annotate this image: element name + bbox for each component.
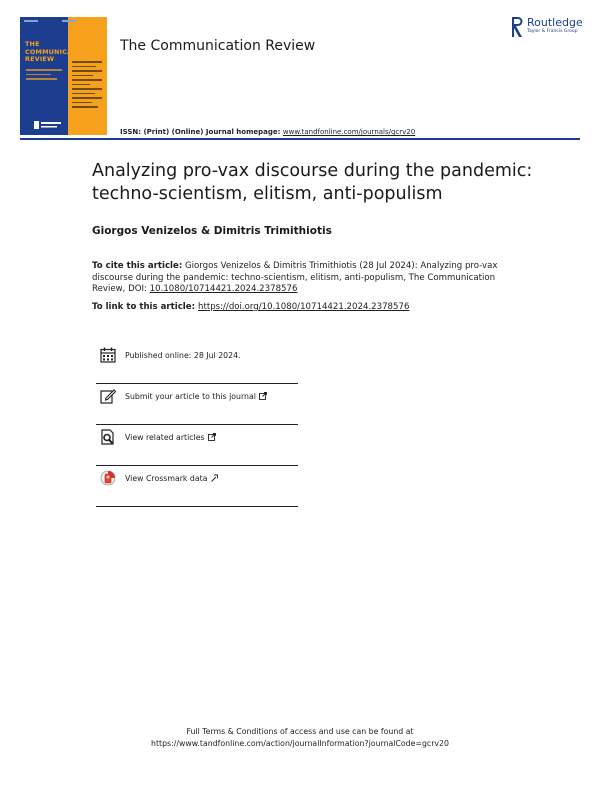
- related-articles-label: View related articles: [125, 433, 205, 442]
- article-doi-url[interactable]: https://doi.org/10.1080/10714421.2024.2378576: [198, 302, 410, 312]
- submit-article-label: Submit your article to this journal: [125, 392, 256, 401]
- related-articles-icon: [100, 429, 116, 445]
- published-online-row: [96, 342, 298, 384]
- cover-text-lines: [26, 69, 62, 83]
- external-link-icon: [211, 474, 219, 482]
- footer-terms-text: Full Terms & Conditions of access and use can be found at: [186, 727, 414, 736]
- routledge-r-icon: [511, 16, 524, 38]
- journal-title: The Communication Review: [120, 38, 316, 54]
- submit-article-link[interactable]: [125, 392, 267, 401]
- crossmark-icon: [100, 470, 116, 486]
- cover-contents-lines: [72, 61, 102, 111]
- citation-block: [92, 261, 512, 296]
- article-link-line: [92, 302, 409, 312]
- journal-cover: [20, 17, 107, 135]
- external-link-icon: [259, 392, 267, 400]
- article-title: Analyzing pro-vax discourse during the pandemic: techno-scientism, elitism, anti-populism: [92, 161, 533, 204]
- crossmark-label: View Crossmark data: [125, 474, 208, 483]
- published-online-text: Published online: 28 Jul 2024.: [125, 351, 241, 360]
- external-link-icon: [208, 433, 216, 441]
- citation-label: To cite this article:: [92, 261, 183, 271]
- publisher-logo: [511, 16, 591, 40]
- citation-text: Giorgos Venizelos & Dimitris Trimithiotis (28 Jul 2024): Analyzing pro-vax discourse during the pandemic: techno-scientism, elitism, anti-populism, The Communication Review, DOI:: [92, 261, 498, 294]
- footer: [0, 726, 600, 750]
- related-articles-row[interactable]: [96, 424, 298, 466]
- footer-terms-url[interactable]: https://www.tandfonline.com/action/journalInformation?journalCode=gcrv20: [151, 739, 449, 748]
- related-articles-link[interactable]: [125, 433, 216, 442]
- publisher-name: Routledge: [527, 16, 583, 29]
- cover-publisher-logo: [34, 121, 62, 129]
- article-authors: Giorgos Venizelos & Dimitris Trimithiotis: [92, 225, 332, 237]
- cover-title-line: REVIEW: [25, 55, 55, 64]
- cover-title-line: COMMUNICATION: [25, 47, 91, 56]
- crossmark-link[interactable]: [125, 474, 219, 483]
- header-divider: [20, 138, 580, 140]
- submit-article-row[interactable]: [96, 383, 298, 425]
- publisher-subtitle: Taylor & Francis Group: [527, 29, 578, 34]
- calendar-icon: [100, 347, 116, 363]
- cover-volume-marks: [24, 20, 104, 23]
- issn-line: [120, 128, 415, 136]
- cover-title-line: THE: [25, 40, 40, 48]
- issn-label: ISSN: (Print) (Online) Journal homepage:: [120, 128, 283, 136]
- citation-doi-link[interactable]: 10.1080/10714421.2024.2378576: [149, 284, 298, 294]
- journal-homepage-link[interactable]: www.tandfonline.com/journals/gcrv20: [282, 128, 416, 136]
- edit-icon: [100, 388, 116, 404]
- crossmark-row[interactable]: [96, 465, 298, 507]
- article-link-label: To link to this article:: [92, 302, 199, 312]
